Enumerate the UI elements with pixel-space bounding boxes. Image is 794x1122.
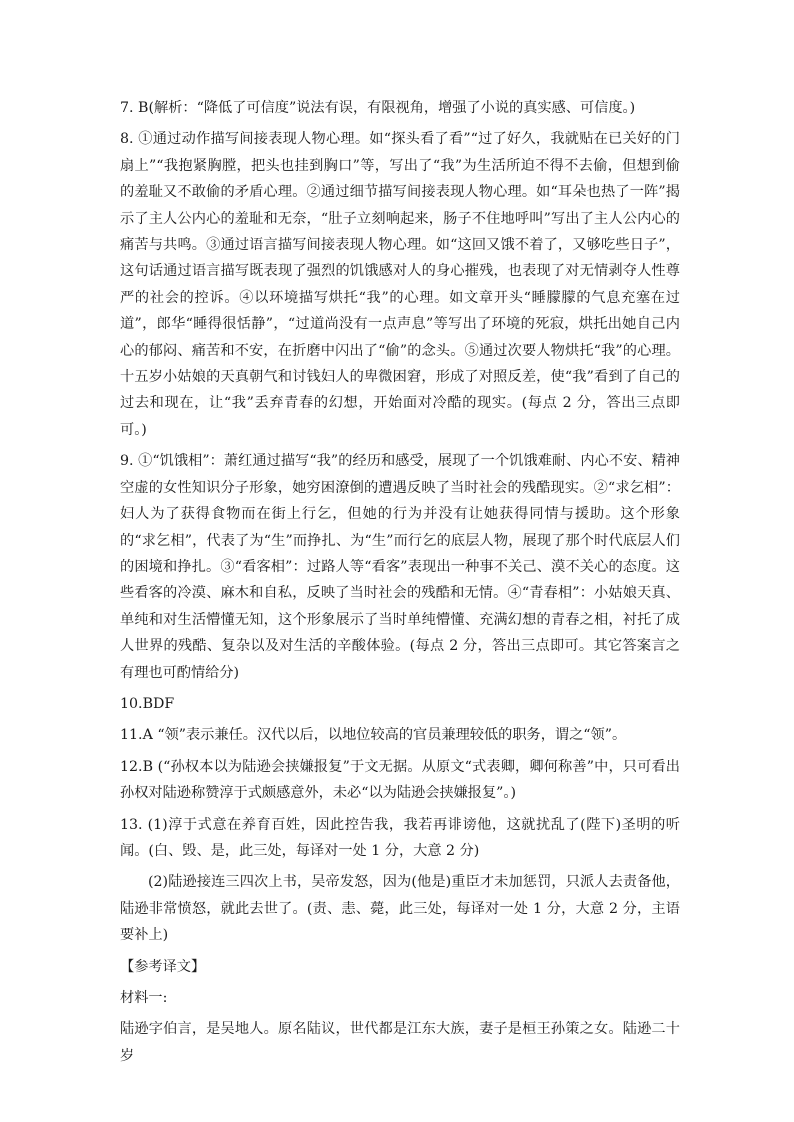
translation-paragraph: 陆逊字伯言，是吴地人。原名陆议，世代都是江东大族，妻子是桓王孙策之女。陆逊二十岁: [120, 1021, 680, 1064]
answer-q7: 7. B(解析：“降低了可信度”说法有误，有限视角，增强了小说的真实感、可信度。): [120, 100, 636, 116]
reference-translation-heading: 【参考译文】: [120, 958, 206, 975]
answer-q13-part1: 13. (1)淳于式意在养育百姓，因此控告我，我若再诽谤他，这就扰乱了(陛下)圣明的听闻。(白、毁、是，此三处，每译对一处 1 分，大意 2 分): [120, 816, 680, 859]
answer-q8: 8. ①通过动作描写间接表现人物心理。如“探头看了看”“过了好久，我就贴在已关好的门扇上”“我抱紧胸膛，把头也挂到胸口”等，写出了“我”为生活所迫不得不去偷，但想到偷的羞耻又不敢偷的矛盾心理。②通过细节描写间接表现人物心理。如“耳朵也热了一阵”揭示了主人公内心的羞耻和无奈，“肚子立刻响起来，肠子不住地呼叫”写出了主人公内心的痛苦与共鸣。③通过语言描写间接表现人物心理。如“这回又饿不着了，又够吃些日子”，这句话通过语言描写既表现了强烈的饥饿感对人的身心摧残，也表现了对无情剥夺人性尊严的社会的控诉。④以环境描写烘托“我”的心理。如文章开头“睡朦朦的气息充塞在过道”，郎华“睡得很恬静”，“过道尚没有一点声息”等写出了环境的死寂，烘托出她自己内心的郁闷、痛苦和不安，在折磨中闪出了“偷”的念头。⑤通过次要人物烘托“我”的心理。十五岁小姑娘的天真朝气和讨钱妇人的卑微困窘，形成了对照反差，使“我”看到了自己的过去和现在，让“我”丢弃青春的幻想，开始面对冷酷的现实。(每点 2 分，答出三点即可。): [120, 131, 680, 438]
answer-q9: 9. ①“饥饿相”：萧红通过描写“我”的经历和感受，展现了一个饥饿难耐、内心不安、精神空虚的女性知识分子形象，她穷困潦倒的遭遇反映了当时社会的残酷现实。②“求乞相”：妇人为了获得食物而在街上行乞，但她的行为并没有让她获得同情与援助。这个形象的“求乞相”，代表了为“生”而挣扎、为“生”而行乞的底层人物，展现了那个时代底层人们的困境和挣扎。③“看客相”：过路人等“看客”表现出一种事不关己、漠不关心的态度。这些看客的冷漠、麻木和自私，反映了当时社会的残酷和无情。④“青春相”：小姑娘天真、单纯和对生活懵懂无知，这个形象展示了当时单纯懵懂、充满幻想的青春之相，衬托了成人世界的残酷、复杂以及对生活的辛酸体验。(每点 2 分，答出三点即可。其它答案言之有理也可酌情给分): [120, 453, 680, 681]
answer-q13-part2: (2)陆逊接连三四次上书，吴帝发怒，因为(他是)重臣才未加惩罚，只派人去责备他，陆逊非常愤怒，就此去世了。(责、恚、薨，此三处，每译对一处 1 分，大意 2 分，主语要补上): [120, 874, 680, 944]
answer-q12: 12.B (“孙权本以为陆逊会挟嫌报复”于文无据。从原文“式表卿，卿何称善”中，只可看出孙权对陆逊称赞淳于式颇感意外，未必“以为陆逊会挟嫌报复”。): [120, 758, 680, 802]
answer-q11: 11.A “领”表示兼任。汉代以后，以地位较高的官员兼理较低的职务，谓之“领”。: [120, 727, 627, 744]
material-label: 材料一:: [120, 990, 168, 1006]
answer-q10: 10.BDF: [120, 695, 175, 712]
answer-key-content: [120, 95, 680, 1074]
